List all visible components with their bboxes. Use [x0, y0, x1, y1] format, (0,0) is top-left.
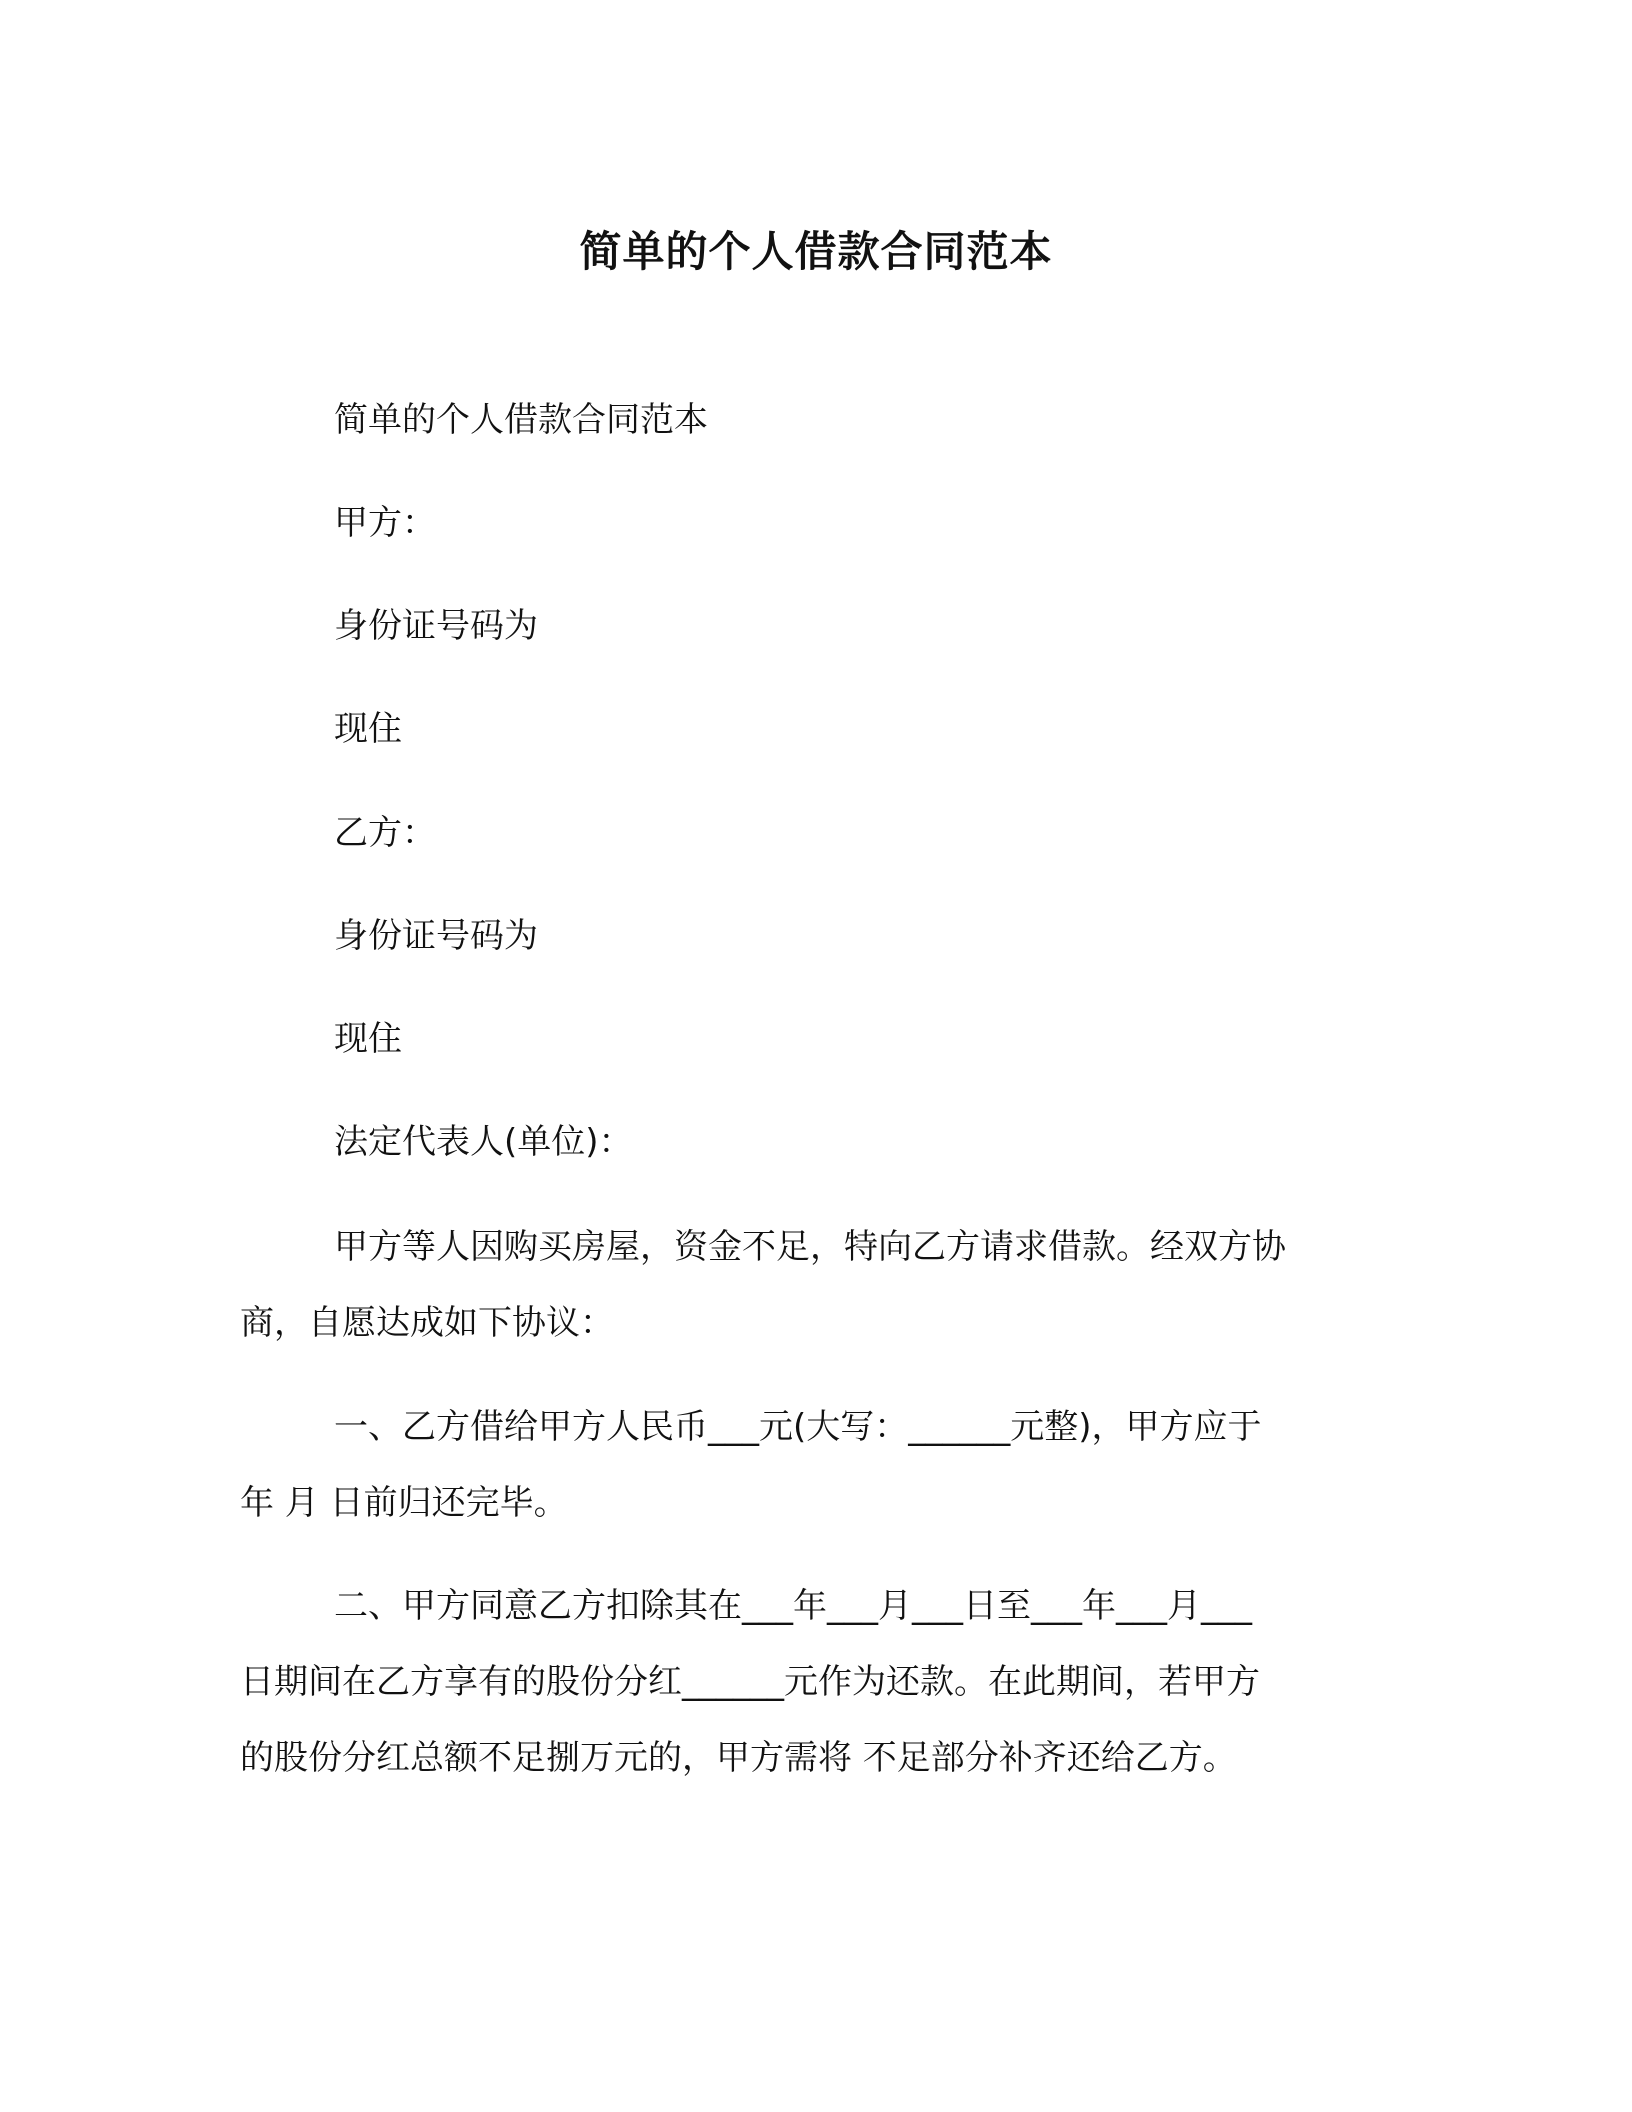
legal-representative: 法定代表人(单位)：: [334, 1122, 633, 1162]
clause-two-line-3: 的股份分红总额不足捌万元的，甲方需将 不足部分补齐还给乙方。: [240, 1738, 1237, 1778]
intro-line-1: 甲方等人因购买房屋，资金不足，特向乙方请求借款。经双方协: [334, 1227, 1286, 1267]
party-a-id-number: 身份证号码为: [334, 606, 538, 646]
intro-line-2: 商，自愿达成如下协议：: [240, 1303, 614, 1343]
clause-two-line-2: 日期间在乙方享有的股份分红______元作为还款。在此期间，若甲方: [240, 1662, 1260, 1702]
clause-one-paragraph: [240, 1402, 1380, 1554]
party-a-label: 甲方：: [334, 503, 436, 543]
party-b-address: 现住: [334, 1019, 402, 1059]
party-b-id-number: 身份证号码为: [334, 916, 538, 956]
document-title: 简单的个人借款合同范本: [579, 227, 1053, 276]
document-subtitle: 简单的个人借款合同范本: [334, 400, 708, 440]
party-b-label: 乙方：: [334, 813, 436, 853]
clause-one-line-2: 年 月 日前归还完毕。: [240, 1483, 568, 1523]
clause-two-paragraph: [240, 1581, 1380, 1809]
intro-paragraph: [240, 1222, 1380, 1374]
clause-one-line-1: 一、乙方借给甲方人民币___元(大写：______元整)，甲方应于: [334, 1407, 1262, 1447]
clause-two-line-1: 二、甲方同意乙方扣除其在___年___月___日至___年___月___: [334, 1586, 1252, 1626]
party-a-address: 现住: [334, 709, 402, 749]
